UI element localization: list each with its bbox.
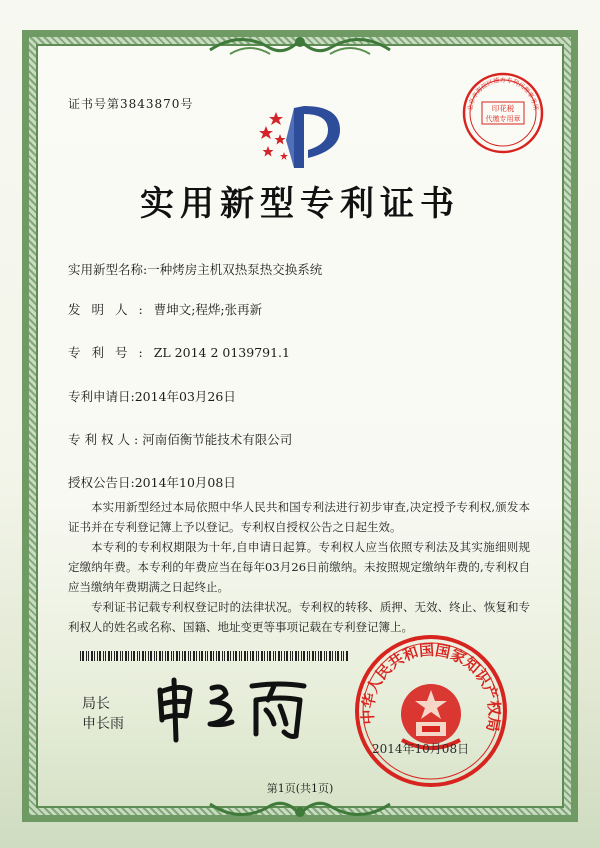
director-signature <box>150 676 320 746</box>
svg-text:印花税: 印花税 <box>491 104 515 113</box>
field-label: 授权公告日: <box>68 475 135 490</box>
paragraph-grant: 本实用新型经过本局依照中华人民共和国专利法进行初步审查,决定授予专利权,颁发本证书并在专利登记簿上予以登记。专利权自授权公告之日起生效。 <box>68 500 530 534</box>
seal-date: 2014年10月08日 <box>372 742 470 756</box>
svg-text:北京市海淀区德方专利代理事务所: 北京市海淀区德方专利代理事务所 <box>466 76 539 112</box>
field-value: ZL 2014 2 0139791.1 <box>153 345 290 360</box>
field-patentee <box>68 430 292 448</box>
director-name: 申长雨 <box>82 716 124 732</box>
field-grant-date <box>68 473 236 491</box>
field-label: 专利申请日: <box>68 389 135 404</box>
tax-stamp <box>460 70 546 156</box>
field-label: 实用新型名称: <box>68 262 148 277</box>
field-label: 专利号: <box>68 345 154 360</box>
field-value: 2014年03月26日 <box>134 389 236 404</box>
field-label: 发明人: <box>68 302 154 317</box>
field-utility-name <box>68 260 322 278</box>
field-value: 河南佰衡节能技术有限公司 <box>142 432 293 447</box>
svg-text:代缴专用章: 代缴专用章 <box>485 115 521 123</box>
page-number: 第1页(共1页) <box>266 782 334 795</box>
field-value: 2014年10月08日 <box>134 475 236 490</box>
field-value: 一种烤房主机双热泵热交换系统 <box>147 262 323 277</box>
certificate-title: 实用新型专利证书 <box>140 184 460 224</box>
seal-text: 中华人民共和国国家知识产权局 <box>358 640 504 734</box>
certificate-number: 证书号第3843870号 <box>68 97 194 111</box>
director-title: 局长 <box>82 696 110 712</box>
top-ornament <box>200 30 400 64</box>
field-inventors <box>68 300 262 318</box>
field-value: 曹坤文;程烨;张再新 <box>153 302 263 317</box>
field-patent-number <box>68 343 290 361</box>
paragraph-legal-status: 专利证书记载专利权登记时的法律状况。专利权的转移、质押、无效、终止、恢复和专利权人的姓名或名称、国籍、地址变更等事项记载在专利登记簿上。 <box>68 600 530 634</box>
paragraph-term: 本专利的专利权期限为十年,自申请日起算。专利权人应当依照专利法及其实施细则规定缴纳年费。本专利的年费应当在每年03月26日前缴纳。未按照规定缴纳年费的,专利权自应当缴纳年费期满之日起终止。 <box>68 540 530 594</box>
state-ipo-seal <box>352 632 510 790</box>
barcode <box>80 651 350 661</box>
field-filing-date <box>68 387 236 405</box>
field-label: 专利权人: <box>68 432 143 447</box>
patent-office-logo <box>258 100 348 172</box>
